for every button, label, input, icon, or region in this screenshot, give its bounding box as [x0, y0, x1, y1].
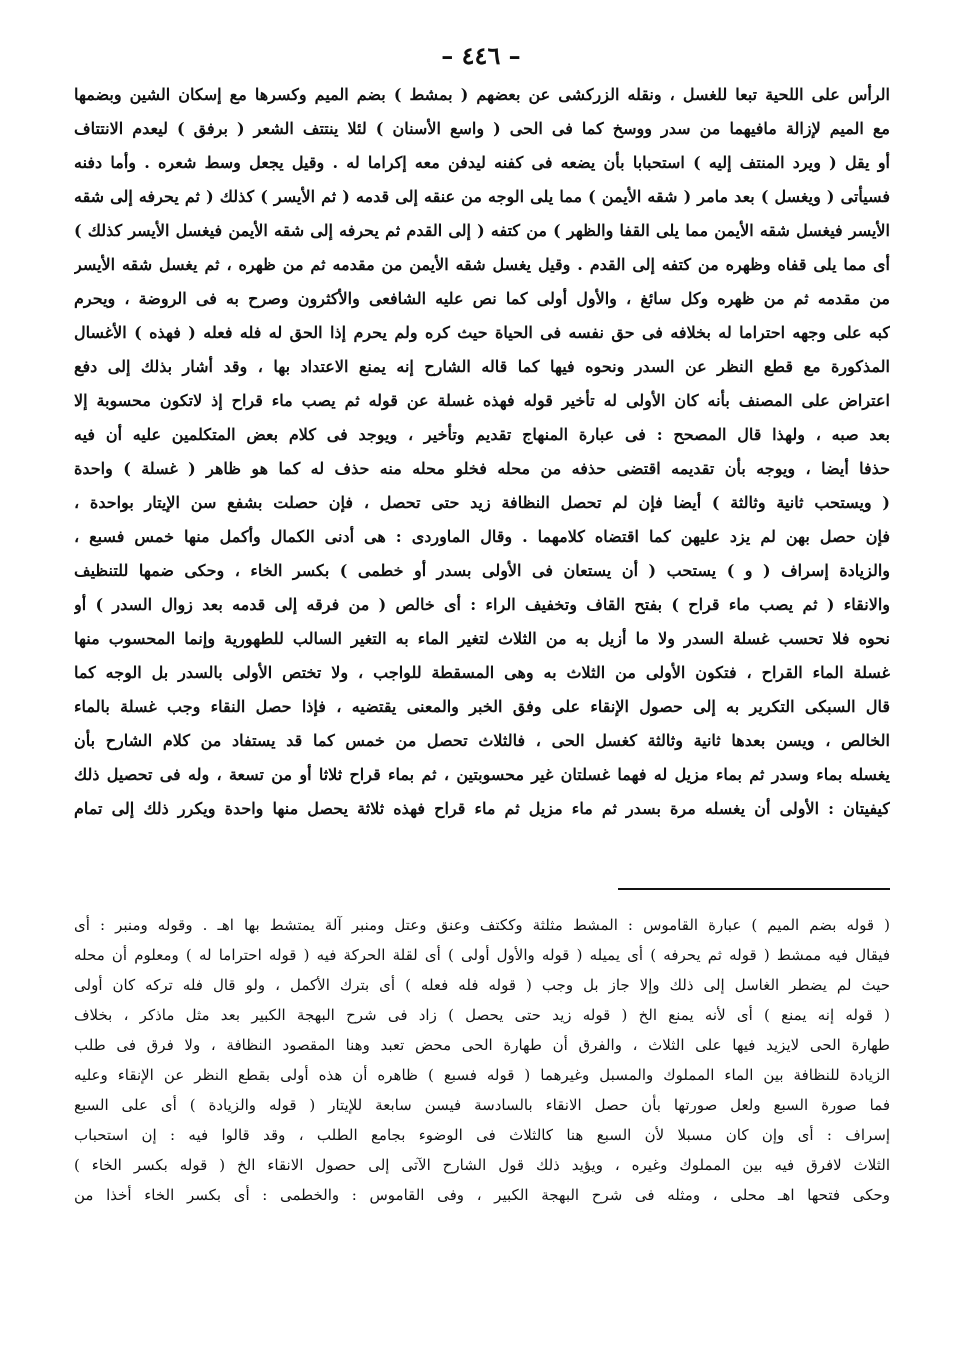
footnote-line: ( قوله إنه يمنع ) أى لأنه يمنع الخ ( قوله زيد حتى يحصل ) زاد فى شرح البهجة الكبير بعد مثل ماذكر ، بخلاف — [74, 1006, 890, 1024]
footnote-line: طهارة الحى لايزيد فيها على الثلاث ، والفرق أن طهارة الحى محض تعبد وهنا المقصود النظافة ، ولا فرق فى طلب — [74, 1036, 890, 1054]
main-text-line: والانقاء ( ثم يصب ماء قراح ) بفتح القاف وتخفيف الراء : أى خالص ( من فرقه إلى قدمه بعد زوال السدر ) أو — [74, 595, 890, 614]
main-text-line: الخالص ، ويسن بعدها ثانية وثالثة كغسل الحى ، فالثلاث تحصل من خمس كما قد يستفاد من كلام الشارح بأن — [74, 731, 890, 750]
main-text-line: نحوه فلا تحسب غسلة السدر ولا ما أزيل به من الثلاث لتغير الماء به التغير السالب للطهورية وإنما المحسوب منها — [74, 629, 890, 648]
main-text-line: فسيأتى ( ويغسل ) بعد مامر ( شقه الأيمن ) مما يلى الوجه من عنقه إلى قدمه ( ثم الأيسر ) كذلك ( ثم يحرفه إلى شقه — [74, 187, 890, 206]
main-text-line: مع الميم لإزالة مافيهما من سدر ووسخ كما فى الحى ( واسع الأسنان ) لئلا ينتتف الشعر ( برفق ) ليعدم الانتتاف — [74, 119, 890, 138]
footnote-line: الزيادة للنظافة بين الماء المملوك والمسبل وغيرهما ( قوله فسبع ) ظاهره أن هذه أولى بقطع النظر عن الإنقاء وعليه — [74, 1066, 890, 1084]
main-text-line: الأيسر فيغسل شقه الأيمن مما يلى القفا والظهر ) من كتفه ( إلى القدم ثم يحرفه إلى شقه الأيمن فيغسل الأيسر كذلك ) — [74, 221, 890, 240]
main-text-line: اعتراض على المصنف بأنه كان الأولى له تأخير قوله فهذه غسلة عن قوله ثم يصب ماء قراح إذ لاتكون محسوبة إلا — [74, 391, 890, 410]
footnote-divider — [618, 888, 890, 890]
main-text-line: أى مما يلى قفاه وظهره من كتفه إلى القدم . وقيل يغسل شقه الأيمن من مقدمه ثم من ظهره ، ثم يغسل شقه الأيسر — [74, 255, 890, 274]
page-number: – ٤٤٦ – — [441, 41, 521, 70]
main-text-line: كبه على وجهه احتراما له بخلافه فى حق نفسه فى الحياة حيث كره ولم يحرم إذا الحق له فله فعله ( فهذه ) الأغسال — [74, 323, 890, 342]
main-text-line: ( ويستحب ثانية وثالثة ) أيضا فإن لم تحصل النظافة زيد حتى تحصل ، فإن حصلت بشفع سن الإيتار بواحدة ، — [74, 493, 890, 512]
main-text-line: غسلة الماء القراح ، فتكون الأولى من الثلاث به وهى المسقطة للواجب ، ولا تختص الأولى بالسدر بل الوجه كما — [74, 663, 890, 682]
footnote-line: وحكى فتحها اهـ محلى ، ومثله فى شرح البهجة الكبير ، وفى القاموس : والخطمى : أى بكسر الخاء أخذا من — [74, 1186, 890, 1204]
footnote-line: إسراف : أى وإن كان مسبلا لأن السبع هنا كالثلاث فى الوضوء بجامع الطلب ، وقد قالوا فيه : إن استحباب — [74, 1126, 890, 1144]
main-text-line: قال السبكى التكرير به إلى حصول الإنقاء على وفق الخبر والمعنى يقتضيه ، فإذا حصل النقاء وجب غسلة بالماء — [74, 697, 890, 716]
main-text-line: والزيادة إسراف ( و ) يستحب ( أن يستعان فى الأولى بسدر أو خطمى ) بكسر الخاء ، وحكى ضمها للتنظيف — [74, 561, 890, 580]
main-text — [74, 78, 890, 826]
main-text-line: بعد صبه ، ولهذا قال المصحح : فى عبارة المنهاج تقديم وتأخير ، ويوجد فى كلام بعض المتكلمين عليه أن فيه — [74, 425, 890, 444]
footnote-line: حيث لم يضطر الغاسل إلى ذلك وإلا جاز بل وجب ( قوله فله فعله ) أى بترك الأكمل ، ولو قال فله تركه كان أولى — [74, 976, 890, 994]
footnotes — [74, 910, 890, 1210]
main-text-line: من مقدمه ثم من ظهره وكل سائغ ، والأول أولى كما نص عليه الشافعى والأكثرون وصرح به فى الروضة ، ويحرم — [74, 289, 890, 308]
main-text-line: فإن حصل بهن لم يزد عليهن كما اقتضاه كلامهما . وقال الماوردى : هى أدنى الكمال وأكمل منها خمس فسبع ، — [74, 527, 890, 546]
main-text-line: الرأس على اللحية تبعا للغسل ، ونقله الزركشى عن بعضهم ( بمشط ) بضم الميم وكسرها مع إسكان الشين وبضمها — [74, 85, 890, 104]
main-text-line: حذفا أيضا ، ويوجه بأن تقديمه اقتضى حذفه من محله فخلو محله منه حذف له كما هو ظاهر ( غسلة ) واحدة — [74, 459, 890, 478]
footnote-line: فما صورة السبع ولعل صورتها بأن حصل الانقاء بالسادسة فيسن سابعة للإيتار ( قوله والزيادة ) أى على السبع — [74, 1096, 890, 1114]
footnote-line: ( قوله بضم الميم ) عبارة القاموس : المشط مثلثة وككتف وعنق وعتل ومنبر آلة يمتشط بها اهـ . وقوله ومنبر : أى — [74, 916, 890, 934]
main-text-line: أو يقل ( ويرد المنتف إليه ) استحبابا بأن يضعه فى كفنه ليدفن معه إكراما له . وقيل يجعل وسط شعره . وأما دفنه — [74, 153, 890, 172]
main-text-line: المذكورة مع قطع النظر عن السدر ونحوه فيها كما قاله الشارح إنه يمنع الاعتداد بها ، وقد أشار بذلك إلى دفع — [74, 357, 890, 376]
footnote-line: الثلاث لافرق فيه بين المملوك وغيره ، ويؤيد ذلك قول الشارح الآتى إلى حصول الانقاء الخ ( قوله بكسر الخاء ) — [74, 1156, 890, 1174]
footnote-line: فيقال فيه ممشط ( قوله ثم يحرفه ) أى يميله ( قوله والأول أولى ) أى لقلة الحركة فيه ( قوله احتراما له ) ومعلوم أن محله — [74, 946, 890, 964]
main-text-line: يغسله بماء وسدر ثم بماء مزيل له فهما غسلتان غير محسوبتين ، ثم بماء قراح ثلاثا أو من تسعة ، وله فى تحصيل ذلك — [74, 765, 890, 784]
main-text-line: كيفيتان : الأولى أن يغسله مرة بسدر ثم ماء مزيل ثم ماء قراح فهذه ثلاثة يحصل منها واحدة ويكرر ذلك إلى تمام — [74, 799, 890, 818]
